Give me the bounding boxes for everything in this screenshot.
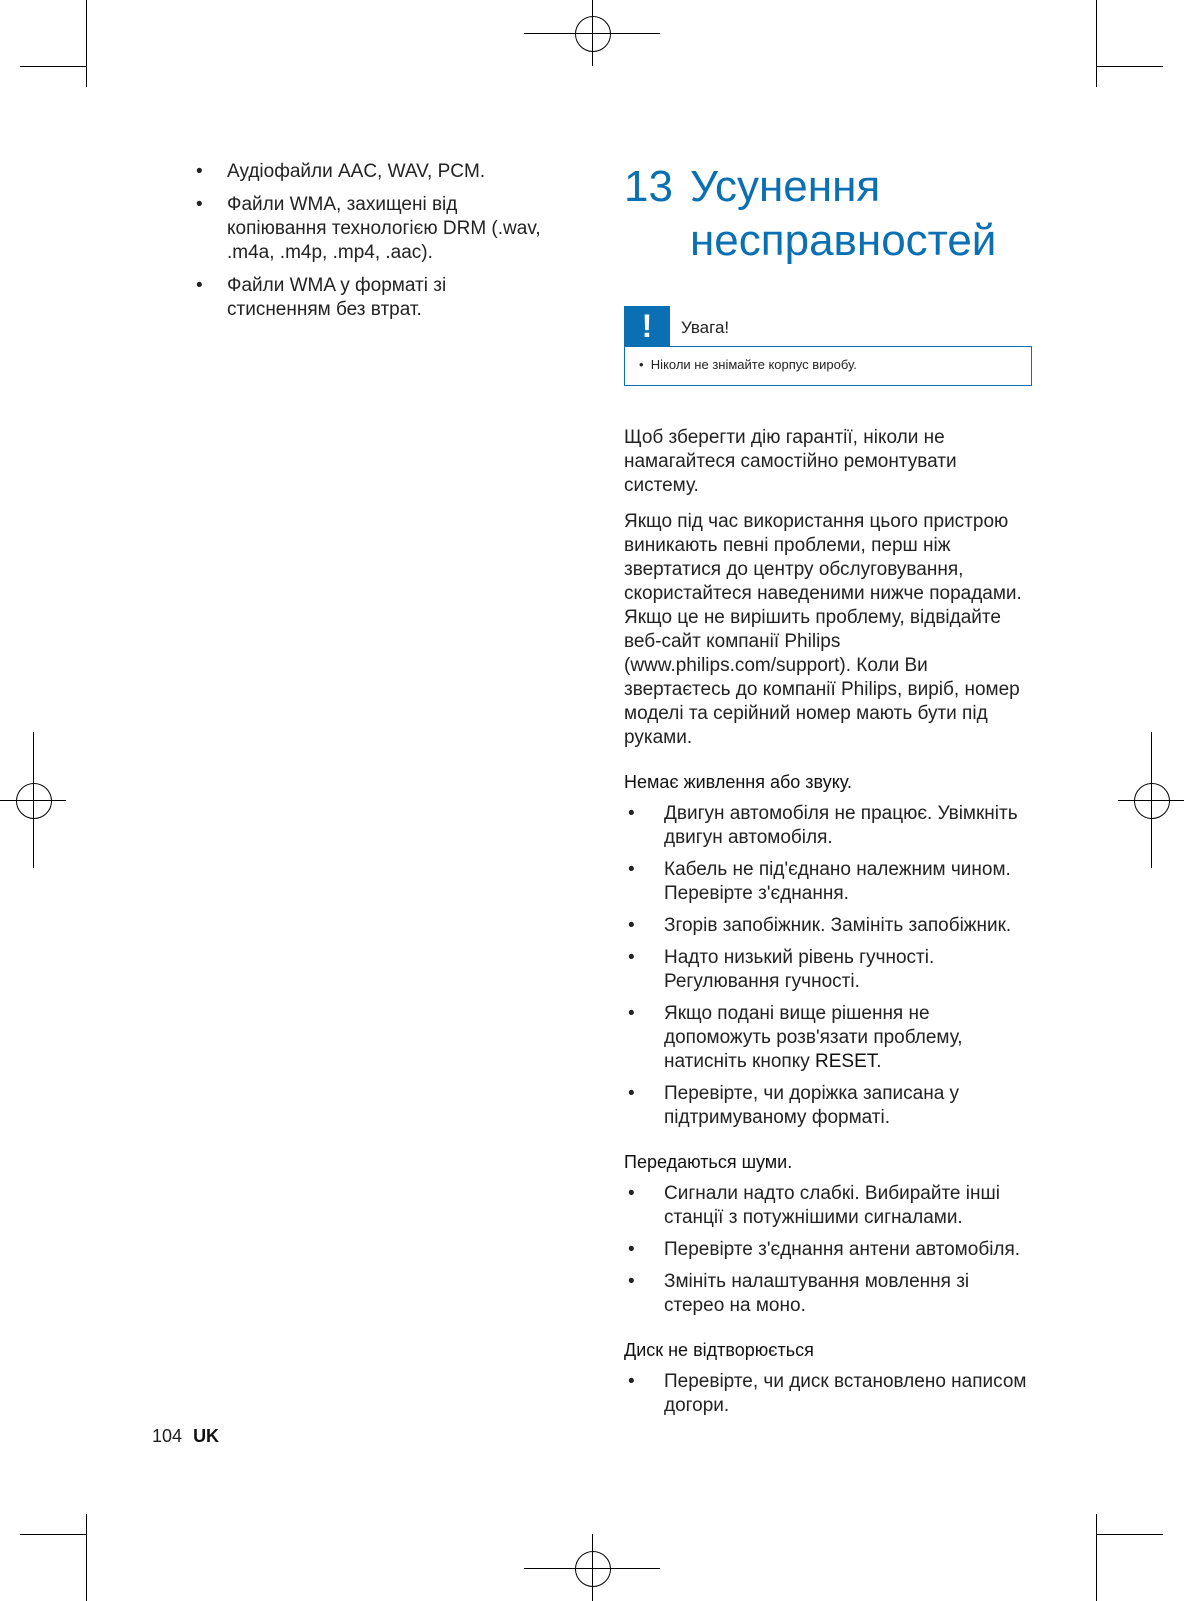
list-item xyxy=(624,1002,1034,1074)
list-item-text-end: . xyxy=(876,1051,882,1072)
reset-button-label: RESET xyxy=(815,1051,877,1072)
list-item xyxy=(194,160,554,184)
list-item-text: Кабель не під'єднано належним чином. Перевірте з'єднання. xyxy=(664,859,1011,904)
bullet: • xyxy=(628,859,635,880)
list-item xyxy=(624,914,1034,938)
list-item-text: Перевірте з'єднання антени автомобіля. xyxy=(664,1239,1021,1260)
section-list xyxy=(624,1370,1034,1418)
list-item xyxy=(624,858,1034,906)
bullet: • xyxy=(196,275,203,296)
list-item-text: Двигун автомобіля не працює. Увімкніть двигун автомобіля. xyxy=(664,803,1018,848)
bullet: • xyxy=(196,161,203,182)
caution-icon: ! xyxy=(624,306,670,346)
bullet: • xyxy=(628,1183,635,1204)
list-item xyxy=(194,274,554,322)
section-heading: Передаються шуми. xyxy=(624,1152,793,1172)
list-item-text: Файли WMA у форматі зі стисненням без втрат. xyxy=(227,275,447,320)
chapter-number: 13 xyxy=(624,162,673,211)
list-item xyxy=(624,802,1034,850)
bullet: • xyxy=(628,915,635,936)
caution-box xyxy=(624,346,1032,386)
bullet: • xyxy=(628,1271,635,1292)
bullet: • xyxy=(628,1239,635,1260)
section-list xyxy=(624,1182,1034,1318)
bullet: • xyxy=(628,1083,635,1104)
bullet: • xyxy=(639,357,644,372)
page-footer xyxy=(152,1426,219,1447)
supported-formats-list xyxy=(194,160,554,322)
troubleshooting-body xyxy=(624,426,1034,1426)
list-item-text: Перевірте, чи доріжка записана у підтримуваному форматі. xyxy=(664,1083,960,1128)
list-item-text: Змініть налаштування мовлення зі стерео на моно. xyxy=(664,1271,970,1316)
section-heading: Немає живлення або звуку. xyxy=(624,772,852,792)
list-item-text: Аудіофайли AAC, WAV, PCM. xyxy=(227,161,486,182)
bullet: • xyxy=(628,1371,635,1392)
left-column xyxy=(194,160,554,331)
list-item-text: Якщо подані вище рішення не допоможуть розв'язати проблему, натисніть кнопку xyxy=(664,1003,963,1072)
list-item xyxy=(624,1082,1034,1130)
list-item-text: Файли WMA, захищені від копіювання технологією DRM (.wav, .m4a, .m4p, .mp4, .aac). xyxy=(227,194,541,263)
list-item xyxy=(624,1270,1034,1318)
language-code: UK xyxy=(193,1426,220,1446)
list-item xyxy=(624,1238,1034,1262)
page-number: 104 xyxy=(152,1426,183,1446)
bullet: • xyxy=(628,947,635,968)
list-item-text: Перевірте, чи диск встановлено написом догори. xyxy=(664,1371,1027,1416)
bullet: • xyxy=(628,1003,635,1024)
bullet: • xyxy=(628,803,635,824)
list-item xyxy=(624,946,1034,994)
chapter-title-line2: несправностей xyxy=(690,216,997,265)
section-list xyxy=(624,802,1034,1130)
list-item-text: Згорів запобіжник. Замініть запобіжник. xyxy=(664,915,1012,936)
caution-item-text: Ніколи не знімайте корпус виробу. xyxy=(650,357,857,372)
caution-label: Увага! xyxy=(681,318,730,337)
list-item-text: Надто низький рівень гучності. Регулювання гучності. xyxy=(664,947,935,992)
section-heading: Диск не відтворюється xyxy=(624,1340,814,1360)
bullet: • xyxy=(196,194,203,215)
caution-item xyxy=(639,357,857,372)
list-item xyxy=(624,1182,1034,1230)
chapter-title-line1: Усунення xyxy=(690,162,881,211)
list-item-text: Сигнали надто слабкі. Вибирайте інші станції з потужнішими сигналами. xyxy=(664,1183,1000,1228)
list-item xyxy=(194,193,554,265)
intro-paragraph: Якщо під час використання цього пристрою виникають певні проблеми, перш ніж звертатися до центру обслуговування, скористайтеся наведеними нижче порадами. Якщо це не вирішить проблему, відвідайте веб-сайт компанії Philips (www.philips.com/support). Коли Ви звертаєтесь до компанії Philips, виріб, номер моделі та серійний номер мають бути під руками. xyxy=(624,511,1022,748)
intro-paragraph: Щоб зберегти дію гарантії, ніколи не намагайтеся самостійно ремонтувати систему. xyxy=(624,427,957,496)
list-item xyxy=(624,1370,1034,1418)
